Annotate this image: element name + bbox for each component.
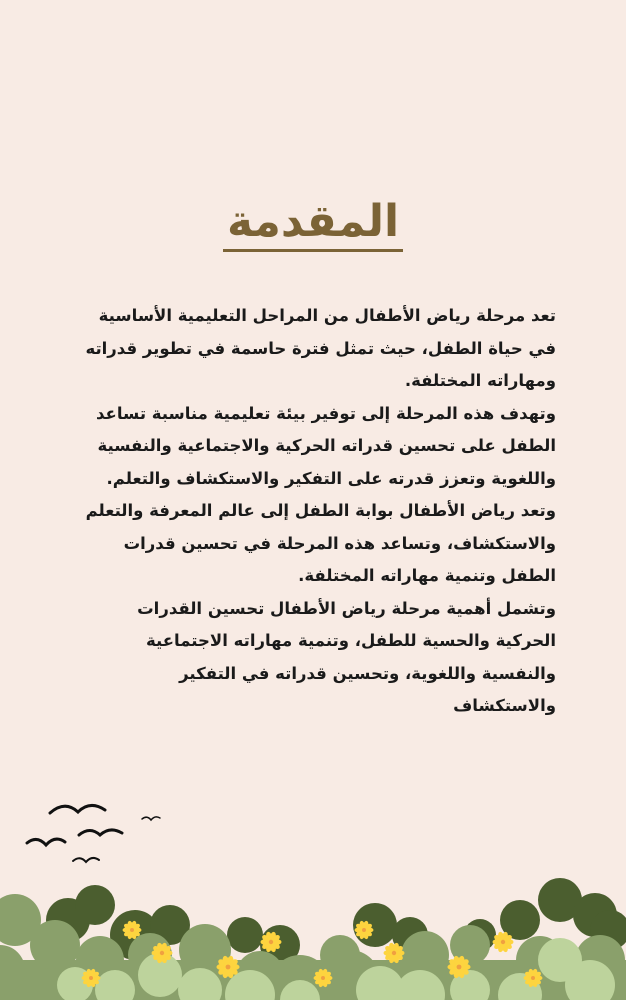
title-text: المقدمة (223, 196, 403, 252)
page-title (0, 196, 626, 247)
paragraph: وتهدف هذه المرحلة إلى توفير بيئة تعليمية مناسبة تساعد الطفل على تحسين قدراته الحركية والاجتماعية والنفسية واللغوية وتعزز قدرته على التفكير والاستكشاف والتعلم. وتعد رياض الأطفال بوابة الطفل إلى عالم المعرفة والتعلم والاستكشاف، وتساعد هذه المرحلة في تحسين قدرات الطفل وتنمية مهاراته المختلفة. (85, 403, 556, 585)
garden-illustration (0, 790, 626, 1000)
paragraph: وتشمل أهمية مرحلة رياض الأطفال تحسين القدرات الحركية والحسية للطفل، وتنمية مهاراته الاجتماعية والنفسية واللغوية، وتحسين قدراته في التفكير والاستكشاف (137, 598, 556, 715)
paragraph: تعد مرحلة رياض الأطفال من المراحل التعليمية الأساسية في حياة الطفل، حيث تمثل فترة حاسمة في تطوير قدراته ومهاراته المختلفة. (85, 306, 556, 390)
birds-icon (27, 805, 160, 862)
intro-text (78, 300, 556, 723)
